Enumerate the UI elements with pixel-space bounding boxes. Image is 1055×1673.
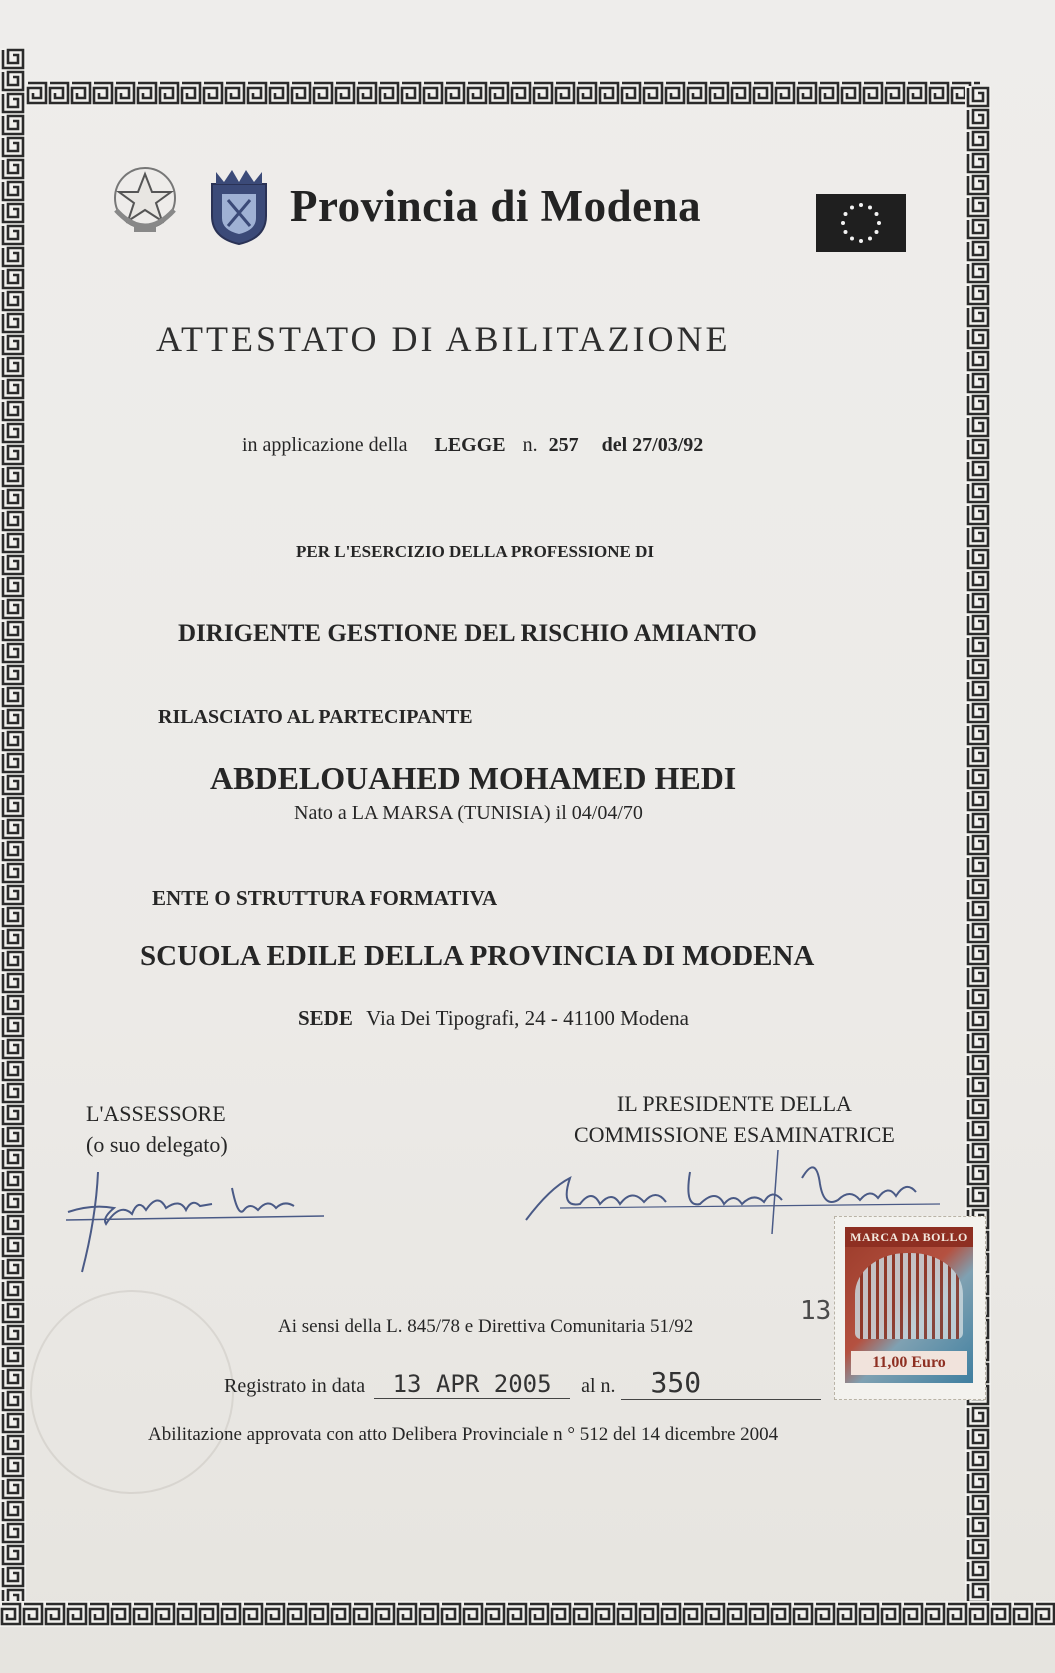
profession-name: DIRIGENTE GESTIONE DEL RISCHIO AMIANTO xyxy=(178,620,757,647)
seat-address: Via Dei Tipografi, 24 - 41100 Modena xyxy=(366,1006,689,1030)
registered-number: 350 xyxy=(621,1366,821,1400)
modena-crest-icon xyxy=(206,164,272,251)
law-reference xyxy=(242,434,703,457)
participant-name: ABDELOUAHED MOHAMED HEDI xyxy=(210,760,737,796)
assessore-block xyxy=(86,1098,228,1160)
top-meander-border xyxy=(4,80,980,106)
assessore-signature xyxy=(62,1158,332,1283)
italian-republic-emblem-icon xyxy=(104,160,186,245)
assessore-title: L'ASSESSORE xyxy=(86,1101,226,1126)
law-word: LEGGE xyxy=(434,434,506,456)
law-number: 257 xyxy=(548,434,579,456)
date-stamp-partial: 13 xyxy=(800,1296,832,1326)
president-subtitle: COMMISSIONE ESAMINATRICE xyxy=(574,1122,895,1147)
province-title: Provincia di Modena xyxy=(290,181,702,231)
certificate-title: ATTESTATO DI ABILITAZIONE xyxy=(156,319,731,359)
birth-info: Nato a LA MARSA (TUNISIA) il 04/04/70 xyxy=(294,802,643,824)
law-date: del 27/03/92 xyxy=(601,434,704,456)
legal-reference: Ai sensi della L. 845/78 e Direttiva Comunitaria 51/92 xyxy=(278,1316,694,1337)
seat-line xyxy=(298,1006,689,1031)
entity-name: SCUOLA EDILE DELLA PROVINCIA DI MODENA xyxy=(140,940,815,972)
approval-note: Abilitazione approvata con atto Delibera Provinciale n ° 512 del 14 dicembre 2004 xyxy=(148,1424,779,1445)
registered-label: Registrato in data xyxy=(224,1375,366,1397)
president-title: IL PRESIDENTE DELLA xyxy=(616,1091,852,1116)
left-meander-border xyxy=(0,48,26,1603)
revenue-stamp-value: 11,00 Euro xyxy=(851,1351,967,1375)
eu-flag-icon xyxy=(816,194,906,257)
law-prefix: in applicazione della xyxy=(242,434,408,456)
embossed-seal xyxy=(30,1290,234,1494)
revenue-stamp-face xyxy=(845,1227,973,1383)
number-label: al n. xyxy=(581,1375,616,1397)
revenue-stamp-header: MARCA DA BOLLO xyxy=(845,1227,973,1247)
registration-line xyxy=(224,1366,821,1400)
registered-date: 13 APR 2005 xyxy=(374,1370,570,1399)
seat-label: SEDE xyxy=(298,1006,353,1030)
issued-to-label: RILASCIATO AL PARTECIPANTE xyxy=(158,706,473,728)
law-n: n. xyxy=(522,434,538,456)
bottom-meander-border xyxy=(0,1601,1055,1627)
profession-intro: PER L'ESERCIZIO DELLA PROFESSIONE DI xyxy=(296,542,655,561)
colosseum-icon xyxy=(855,1253,963,1339)
entity-label: ENTE O STRUTTURA FORMATIVA xyxy=(152,886,498,910)
president-block xyxy=(574,1088,895,1150)
assessore-subtitle: (o suo delegato) xyxy=(86,1132,228,1157)
revenue-stamp xyxy=(834,1216,986,1400)
